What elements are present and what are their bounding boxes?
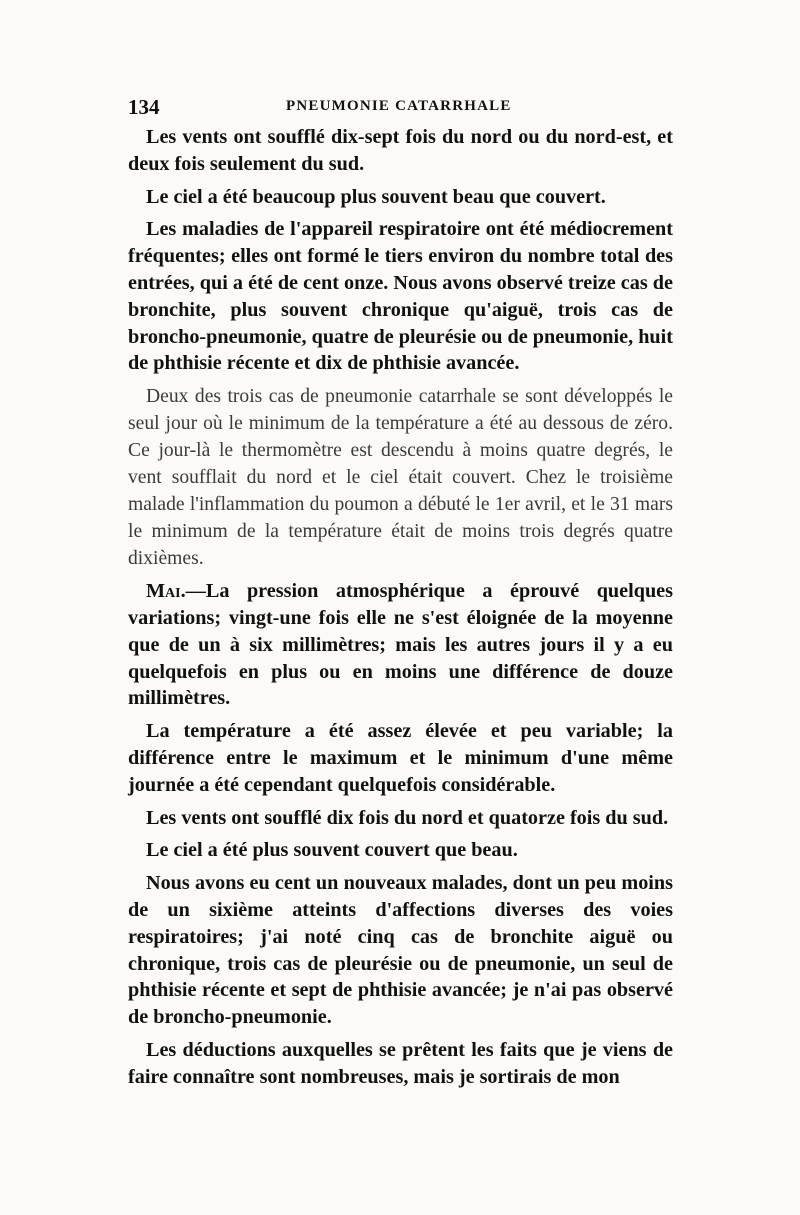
paragraph-patients-may: Nous avons eu cent un nouveaux malades, dont un peu moins de un sixième atteints d'affections diverses des voies respiratoires; j'ai noté cinq cas de bronchite aiguë ou chronique, trois cas de pleurésie ou de pneumonie, un seul de phthisie récente et sept de phthisie avancée; je n'ai pas observé de broncho-pneumonie. [128,872,673,1029]
paragraph-winds-may: Les vents ont soufflé dix fois du nord et quatorze fois du sud. [146,806,669,829]
paragraph-catarrhal-cases: Deux des trois cas de pneumonie catarrhale se sont développés le seul jour où le minimum de la température a été au dessous de zéro. Ce jour-là le thermomètre est descendu à moins quatre degrés, le vent soufflait du nord et le ciel était couvert. Chez le troisième malade l'inflammation du poumon a débuté le 1er avril, et le 31 mars le minimum de la température était de moins trois degrés quatre dixièmes. [128,386,673,570]
running-title: PNEUMONIE CATARRHALE [286,98,512,114]
paragraph-sky-may: Le ciel a été plus souvent couvert que beau. [146,839,518,862]
paragraph-winds-april: Les vents ont soufflé dix-sept fois du nord ou du nord-est, et deux fois seulement du sud. [128,126,673,175]
paragraph-deductions: Les déductions auxquelles se prêtent les faits que je viens de faire connaître sont nombreuses, mais je sortirais de mon [128,1038,673,1088]
paragraph-may-pressure [128,578,673,712]
paragraph-respiratory-april: Les maladies de l'appareil respiratoire ont été médiocrement fréquentes; elles ont formé le tiers environ du nombre total des entrées, qui a été de cent onze. Nous avons observé treize cas de bronchite, plus souvent chronique qu'aiguë, trois cas de broncho-pneumonie, quatre de pleurésie ou de pneumonie, huit de phthisie récente et dix de phthisie avancée. [128,218,673,375]
may-pressure-text: —La pression atmosphérique a éprouvé quelques variations; vingt-une fois elle ne s'est éloignée de la moyenne que de un à six millimètres; mais les autres jours il y a eu quelquefois en plus ou en moins une différence de douze millimètres. [128,580,673,710]
paragraph-temperature-may: La température a été assez élevée et peu variable; la différence entre le maximum et le minimum d'une même journée a été cependant quelquefois considérable. [128,720,673,796]
page-header [128,95,673,125]
body-text [128,124,673,1097]
page-number: 134 [128,95,160,119]
month-label: Mai. [146,580,186,603]
paragraph-sky-april: Le ciel a été beaucoup plus souvent beau que couvert. [146,185,606,208]
